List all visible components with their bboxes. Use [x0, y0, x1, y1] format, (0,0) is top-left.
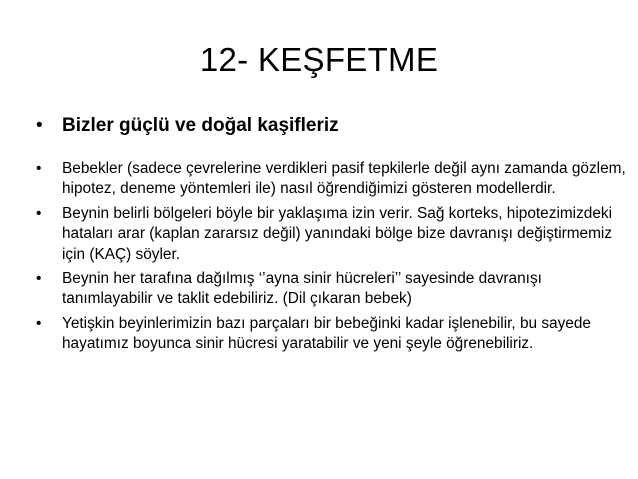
- slide-title: 12- KEŞFETME: [199, 41, 439, 78]
- bullet-marker: •: [36, 314, 42, 332]
- bullet-item: [36, 204, 626, 265]
- bullet-item: [36, 314, 626, 355]
- bullet-marker: •: [36, 270, 42, 288]
- bullet-list: [36, 113, 626, 359]
- bullet-text: Beynin her tarafına dağılmış ‘’ayna sinir hücreleri’’ sayesinde davranışı tanımlayabilir ve taklit edebiliriz. (Dil çıkaran bebek): [62, 270, 542, 308]
- bullet-item: [36, 159, 626, 200]
- bullet-item: [36, 269, 626, 310]
- bullet-text: Bebekler (sadece çevrelerine verdikleri pasif tepkilerle değil aynı zamanda gözlem, hipotez, deneme yöntemleri ile) nasıl öğrendiğimizi gösteren modellerdir.: [62, 160, 626, 198]
- bullet-item: [36, 113, 626, 139]
- bullet-text: Beynin belirli bölgeleri böyle bir yaklaşıma izin verir. Sağ korteks, hipotezimizdeki hataları arar (kaplan zararsız değil) yanındaki bölge bize davranışı değiştirmemiz için (KAÇ) söyler.: [62, 204, 613, 263]
- bullet-marker: •: [36, 160, 42, 177]
- bullet-marker: •: [36, 204, 42, 222]
- bullet-text: Yetişkin beyinlerimizin bazı parçaları bir bebeğinki kadar işlenebilir, bu sayede hayatımız boyunca sinir hücresi yaratabilir ve yeni şeyle öğrenebiliriz.: [62, 314, 591, 353]
- bullet-text: Bizler güçlü ve doğal kaşifleriz: [62, 115, 339, 136]
- bullet-marker: •: [36, 115, 43, 136]
